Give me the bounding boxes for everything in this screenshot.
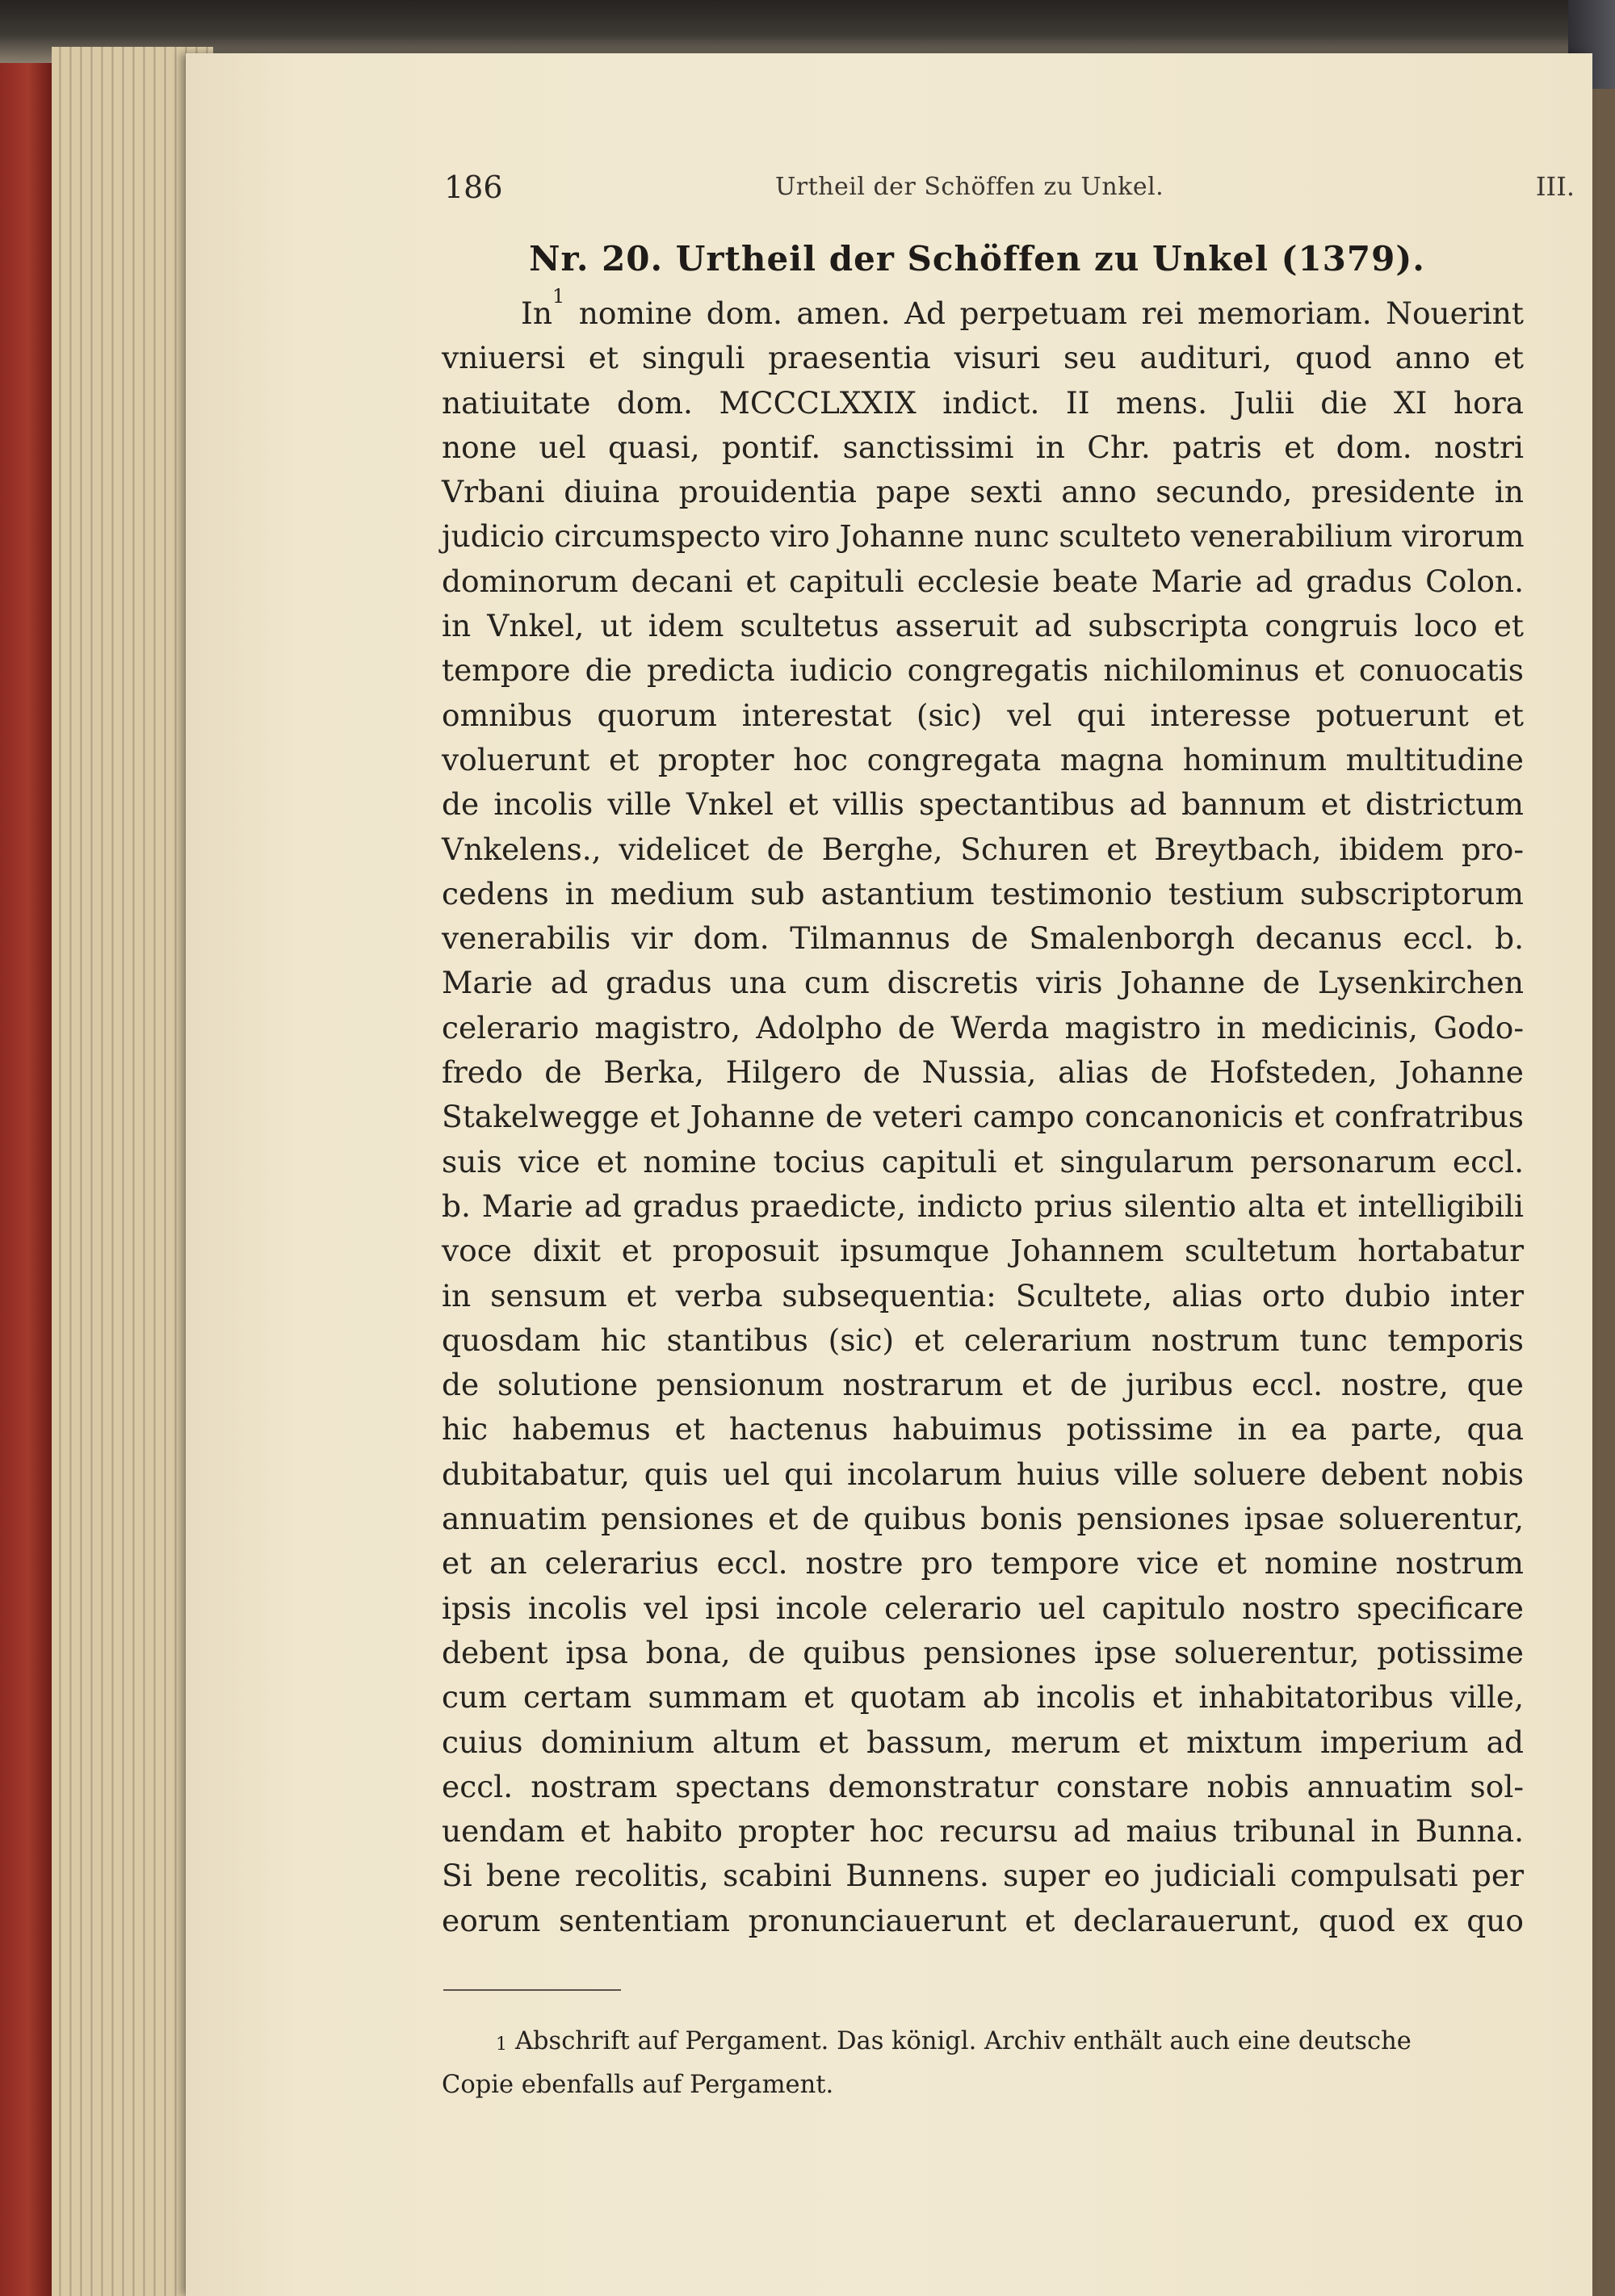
text-line: cum certam summam et quotam ab incolis et inhabitatoribus ville, [442,1679,1524,1716]
text-line: fredo de Berka, Hilgero de Nussia, alias de Hofsteden, Johanne [442,1054,1524,1091]
document-title: Nr. 20. Urtheil der Schöffen zu Unkel (1379). [529,239,1425,279]
text-line: dubitabatur, quis uel qui incolarum huius ville soluere debent nobis [442,1456,1524,1492]
text-line: eorum sententiam pronunciauerunt et declarauerunt, quod ex quo [442,1902,1524,1938]
text-line: b. Marie ad gradus praedicte, indicto prius silentio alta et intelligibili [442,1188,1524,1224]
footnote-line-2: Copie ebenfalls auf Pergament. [442,2071,834,2099]
text-line: Stakelwegge et Johanne de veteri campo concanonicis et confratribus [442,1099,1524,1135]
footnote-mark: 1 [496,2034,507,2055]
text-line: voluerunt et propter hoc congregata magna hominum multitudine [442,741,1524,777]
running-head [444,170,1575,210]
document-body [442,285,1525,1943]
text-line: Vnkelens., videlicet de Berghe, Schuren et Breytbach, ibidem pro- [442,831,1524,867]
text-line: uendam et habito propter hoc recursu ad maius tribunal in Bunna. [442,1813,1524,1850]
section-number: III. [1535,171,1575,202]
text-line: dominorum decani et capituli ecclesie beate Marie ad gradus Colon. [442,563,1524,599]
text-line: de incolis ville Vnkel et villis spectantibus ad bannum et districtum [442,786,1524,823]
text-line: cuius dominium altum et bassum, merum et mixtum imperium ad [442,1724,1524,1760]
text-line: Si bene recolitis, scabini Bunnens. super eo judiciali compulsati per [442,1858,1524,1894]
text-line: cedens in medium sub astantium testimonio testium subscriptorum [442,875,1524,911]
text-line: natiuitate dom. MCCCLXXIX indict. II mens. Julii die XI hora [442,384,1524,421]
text-line: suis vice et nomine tocius capituli et singularum personarum eccl. [442,1143,1524,1179]
text-line: et an celerarius eccl. nostre pro tempore vice et nomine nostrum [442,1545,1524,1582]
text-line: in sensum et verba subsequentia: Scultete, alias orto dubio inter [442,1277,1524,1313]
text-line: ipsis incolis vel ipsi incole celerario uel capitulo nostro specificare [442,1590,1524,1626]
text-line: none uel quasi, pontif. sanctissimi in Chr. patris et dom. nostri [442,429,1524,465]
text-line: eccl. nostram spectans demonstratur constare nobis annuatim sol- [442,1768,1524,1804]
text-line: voce dixit et proposuit ipsumque Johannem scultetum hortabatur [442,1233,1524,1269]
footnote-reference: 1 [552,285,565,308]
running-title: Urtheil der Schöffen zu Unkel. [775,173,1164,201]
text-line: annuatim pensiones et de quibus bonis pensiones ipsae soluerentur, [442,1501,1524,1537]
footnote-line-1: $^1$ Abschrift auf Pergament. Das königl. Archiv enthält auch eine deutsche [496,2027,1412,2055]
text-line: quosdam hic stantibus (sic) et celerarium nostrum tunc temporis [442,1322,1524,1358]
text-line: Vrbani diuina prouidentia pape sexti anno secundo, presidente in [442,474,1524,510]
text-line: judicio circumspecto viro Johanne nunc sculteto venerabilium virorum [442,518,1525,555]
text-line: omnibus quorum interestat (sic) vel qui interesse potuerunt et [442,697,1524,733]
text-line: vniuersi et singuli praesentia visuri seu audituri, quod anno et [442,340,1524,376]
page-number: 186 [444,170,503,205]
text-line: venerabilis vir dom. Tilmannus de Smalenborgh decanus eccl. b. [442,920,1524,957]
footnote-separator [443,1989,621,1991]
book-cover-left [0,0,52,2296]
footnote [442,2020,1524,2107]
text-line: debent ipsa bona, de quibus pensiones ipse soluerentur, potissime [442,1634,1524,1670]
text-line: celerario magistro, Adolpho de Werda magistro in medicinis, Godo- [442,1009,1524,1045]
text-line: in Vnkel, ut idem scultetus asseruit ad subscripta congruis loco et [442,608,1524,644]
text-line: tempore die predicta iudicio congregatis nichilominus et conuocatis [442,652,1524,689]
text-line: de solutione pensionum nostrarum et de juribus eccl. nostre, que [442,1367,1524,1403]
first-line: In$^1$ nomine dom. amen. Ad perpetuam rei memoriam. Nouerint [521,285,1525,331]
body-lines [442,336,1524,1943]
first-word: In [521,295,552,331]
text-line: Marie ad gradus una cum discretis viris Johanne de Lysenkirchen [442,965,1524,1001]
text-line: hic habemus et hactenus habuimus potissime in ea parte, qua [442,1411,1524,1448]
